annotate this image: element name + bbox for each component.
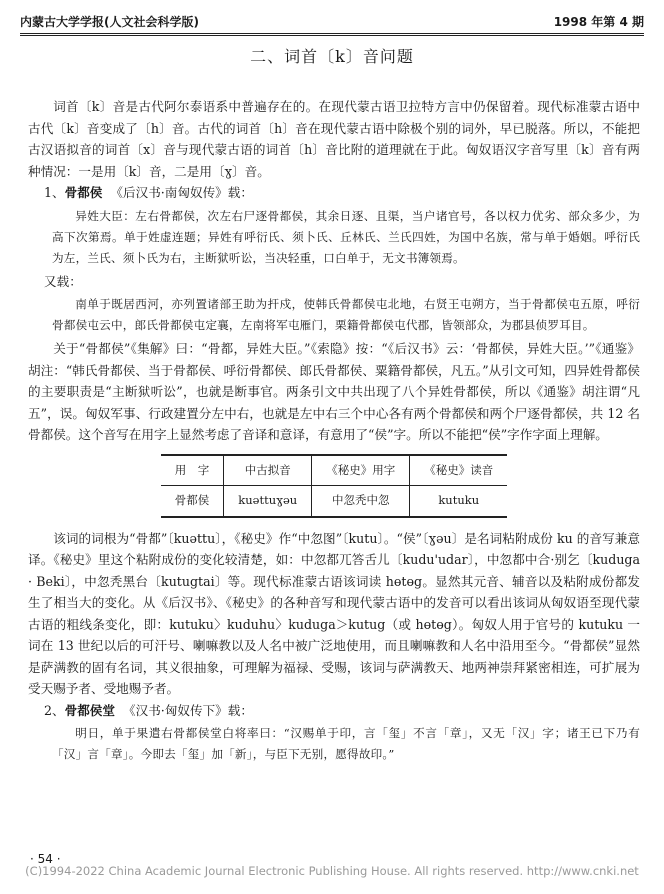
item-source: 《汉书·匈奴传下》载： (123, 702, 253, 718)
page-number: · 54 · (30, 852, 61, 866)
running-header (20, 8, 644, 36)
item-heading-1 (28, 182, 640, 204)
table-header-cell: 《秘史》读音 (410, 455, 508, 486)
section-title: 二、词首〔k〕音问题 (250, 47, 414, 66)
table-cell: kuəttuɣəu (224, 486, 312, 517)
also-label: 又载： (44, 273, 82, 289)
readings-table (161, 454, 507, 518)
item-source: 《后汉书·南匈奴传》载： (110, 185, 253, 200)
table-cell: kutuku (410, 486, 508, 517)
item-number: 1、 (44, 185, 65, 200)
table-cell: 骨都侯 (161, 486, 224, 517)
paragraph-intro: 词首〔k〕音是古代阿尔泰语系中普遍存在的。在现代蒙古语卫拉特方言中仍保留着。现代标准蒙古语中古代〔k〕音变成了〔h〕音。古代的词首〔h〕音在现代蒙古语中除极个别的词外，早已脱落。所以，不能把古汉语拟音的词首〔x〕音与现代蒙古语的词首〔h〕音比附的道理就在于此。匈奴语汉字音写里〔k〕音有两种情况：一是用〔k〕音，二是用〔ɣ〕音。 (28, 99, 640, 179)
paragraph-analysis: 关于“骨都侯”《集解》曰：“骨都，异姓大臣。”《索隐》按：“《后汉书》云：‘骨都侯，异姓大臣。’”《通鉴》胡注：“韩氏骨都侯、当于骨都侯、呼衍骨都侯、郎氏骨都侯、粟籍骨都侯，凡五。”从引文可知，四异姓骨都侯的主要职责是“主断狱听讼”，也就是断事官。两条引文中共出现了八个异姓骨都侯，所以《通鉴》胡注谓“凡五”，误。匈奴军事、行政建置分左中右，也就是左中右三个中心各有两个骨都侯和两个尸逐骨都侯，共 12 名骨都侯。这个音写在用字上显然考虑了音译和意译，有意用了“侯”字。所以不能把“侯”字作字面上理解。 (28, 341, 640, 442)
table-row (161, 486, 507, 517)
table-header-cell: 《秘史》用字 (312, 455, 410, 486)
table-header-row (161, 455, 507, 486)
block-quote-1: 异姓大臣：左右骨都侯，次左右尸逐骨都侯，其余日逐、且渠，当户诸官号，各以权力优劣、部众多少，为高下次第焉。单于姓虚连题；异姓有呼衍氏、须卜氏、丘林氏、兰氏四姓，为国中名族，常与单于婚姻。呼衍氏为左，兰氏、须卜氏为右，主断狱听讼，当决轻重，口白单于，无文书簿领焉。 (52, 208, 640, 265)
item-term: 骨都侯堂 (64, 702, 115, 718)
paragraph-etymology: 该词的词根为“骨都”〔kuəttu〕，《秘史》作“中忽图”〔kutu〕。“侯”〔ɣəu〕是名词粘附成份 ku 的音写兼意译。《秘史》里这个粘附成份的变化较清楚，如：中忽都兀答舌儿〔kudu'udar〕，中忽都中合·别乞〔kuduga · Beki〕，中忽秃黑台〔kutugtai〕等。现代标准蒙古语该词读 hɵtɵg。显然其元音、辅音以及粘附成份都发生了相当大的变化。从《后汉书》、《秘史》的各种音写和现代蒙古语中的发音可以看出该词从匈奴语至现代蒙古语的粗线条变化，即：kutuku〉kuduhu〉kuduga＞kutug（或 hɵtɵg）。匈奴人用于官号的 kutuku 一词在 13 世纪以后的可汗号、喇嘛教以及人名中被广泛地使用，而且喇嘛教和人名中沿用至今。“骨都侯”显然是萨满教的固有名词，其义很抽象，可理解为福禄、受赐，该词与萨满教天、地两神崇拜紧密相连，可扩展为受天赐予者、受地赐予者。 (28, 530, 640, 696)
item-number: 2、 (44, 702, 65, 718)
block-quote-2: 南单于既居西河，亦列置诸部王助为扞戍，使韩氏骨都侯屯北地，右贤王屯朔方，当于骨都侯屯五原，呼衍骨都侯屯云中，郎氏骨都侯屯定襄，左南将军屯雁门，栗籍骨都侯屯代郡，皆领部众，为郡县侦罗耳目。 (52, 297, 640, 332)
journal-title: 内蒙古大学学报(人文社会科学版) (20, 15, 199, 29)
table-header-cell: 用 字 (161, 455, 224, 486)
copyright-footer: (C)1994-2022 China Academic Journal Electronic Publishing House. All rights reserved. http://www.cnki.net (25, 864, 639, 878)
article-body (28, 96, 640, 767)
item-term: 骨都侯 (64, 185, 103, 200)
table-cell: 中忽秃中忽 (312, 486, 410, 517)
item-heading-2 (28, 700, 640, 722)
table-header-cell: 中古拟音 (224, 455, 312, 486)
issue-label: 1998 年第 4 期 (553, 15, 644, 29)
block-quote-3: 明日，单于果遣右骨都侯堂白将率曰：“汉赐单于印，言「玺」不言「章」，又无「汉」字；诸王已下乃有「汉」言「章」。今即去「玺」加「新」，与臣下无别，愿得故印。” (52, 726, 640, 761)
